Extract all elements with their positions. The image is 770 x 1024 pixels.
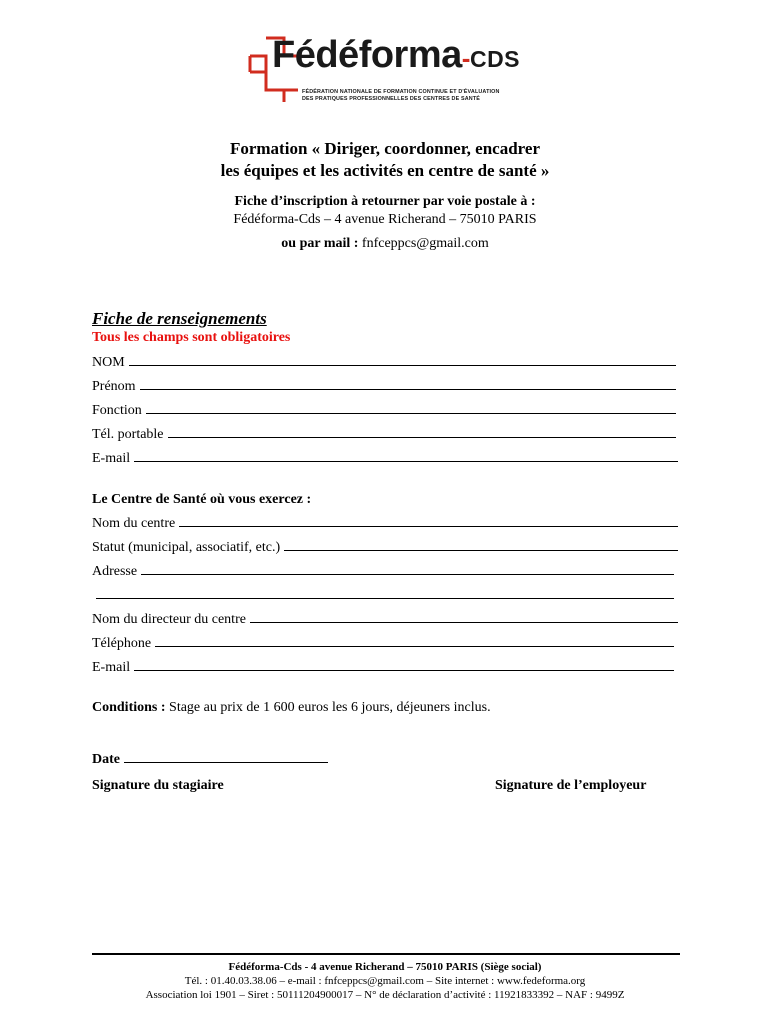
field-label: NOM xyxy=(92,355,125,370)
mail-contact xyxy=(0,236,770,252)
footer-divider xyxy=(92,953,680,955)
field-line[interactable] xyxy=(155,635,674,647)
logo-subtitle xyxy=(302,89,542,102)
section-title: Fiche de renseignements xyxy=(92,309,267,328)
footer-line-1: Fédéforma-Cds - 4 avenue Richerand – 75010 PARIS (Siège social) xyxy=(228,961,542,973)
conditions-label: Conditions : xyxy=(92,700,166,715)
field-centre-email[interactable] xyxy=(92,659,674,676)
field-line[interactable] xyxy=(134,450,678,462)
field-date[interactable] xyxy=(92,751,328,768)
field-label: Fonction xyxy=(92,403,142,418)
logo-subtitle-line1: FÉDÉRATION NATIONALE DE FORMATION CONTINUE ET D'ÉVALUATION xyxy=(302,89,500,95)
field-line[interactable] xyxy=(140,378,676,390)
mail-value: fnfceppcs@gmail.com xyxy=(361,236,489,251)
field-tel-portable[interactable] xyxy=(92,426,676,443)
field-label: Nom du directeur du centre xyxy=(92,612,246,627)
field-nom[interactable] xyxy=(92,354,676,371)
conditions xyxy=(92,700,491,716)
postal-address: Fédéforma-Cds – 4 avenue Richerand – 75010 PARIS xyxy=(233,212,537,227)
field-label: Prénom xyxy=(92,379,136,394)
title-line-2: les équipes et les activités en centre de santé » xyxy=(220,161,550,180)
field-line[interactable] xyxy=(168,426,676,438)
field-line[interactable] xyxy=(250,611,678,623)
logo-dash: - xyxy=(461,43,470,73)
field-label: E-mail xyxy=(92,660,131,675)
field-label: Adresse xyxy=(92,564,138,579)
logo-name: Fédéforma xyxy=(272,34,462,76)
footer-line-3: Association loi 1901 – Siret : 50111204900017 – N° de déclaration d’activité : 11921833392 – NAF : 9499Z xyxy=(145,989,625,1001)
field-line[interactable] xyxy=(146,402,676,414)
employer-signature-label: Signature de l’employeur xyxy=(495,778,647,793)
field-fonction[interactable] xyxy=(92,402,676,419)
field-label: Nom du centre xyxy=(92,516,176,531)
trainee-signature-label: Signature du stagiaire xyxy=(92,778,224,793)
date-label: Date xyxy=(92,752,120,767)
field-adresse-continued[interactable] xyxy=(92,587,674,599)
mail-label: ou par mail : xyxy=(281,236,359,251)
field-statut[interactable] xyxy=(92,539,678,556)
field-line[interactable] xyxy=(134,659,674,671)
field-line[interactable] xyxy=(129,354,676,366)
field-label: Tél. portable xyxy=(92,427,164,442)
field-prenom[interactable] xyxy=(92,378,676,395)
footer-line-2: Tél. : 01.40.03.38.06 – e-mail : fnfceppcs@gmail.com – Site internet : www.fedeforma.org xyxy=(184,975,586,987)
field-email[interactable] xyxy=(92,450,678,467)
field-line[interactable] xyxy=(284,539,678,551)
field-line[interactable] xyxy=(96,587,674,599)
mandatory-note: Tous les champs sont obligatoires xyxy=(92,330,291,345)
field-label: Statut (municipal, associatif, etc.) xyxy=(92,540,281,555)
fedeforma-logo xyxy=(248,34,538,110)
conditions-text: Stage au prix de 1 600 euros les 6 jours, déjeuners inclus. xyxy=(169,700,491,715)
logo-suffix: CDS xyxy=(469,46,521,72)
logo-wordmark xyxy=(272,32,520,82)
field-nom-centre[interactable] xyxy=(92,515,678,532)
field-line[interactable] xyxy=(141,563,674,575)
field-label: E-mail xyxy=(92,451,131,466)
return-instruction: Fiche d’inscription à retourner par voie postale à : xyxy=(234,194,536,209)
field-directeur[interactable] xyxy=(92,611,678,628)
logo-subtitle-line2: DES PRATIQUES PROFESSIONNELLES DES CENTRES DE SANTÉ xyxy=(302,95,480,102)
field-label: Téléphone xyxy=(92,636,152,651)
field-telephone[interactable] xyxy=(92,635,674,652)
title-line-1: Formation « Diriger, coordonner, encadrer xyxy=(229,139,541,158)
field-line[interactable] xyxy=(179,515,678,527)
date-line[interactable] xyxy=(124,751,328,763)
field-adresse[interactable] xyxy=(92,563,674,580)
centre-heading: Le Centre de Santé où vous exercez : xyxy=(92,492,312,507)
